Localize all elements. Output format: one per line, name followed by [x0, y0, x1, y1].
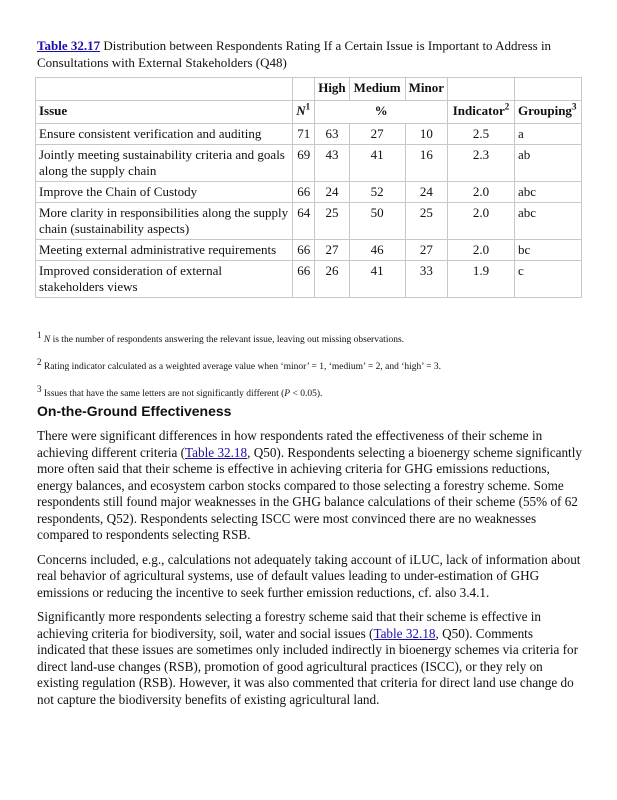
cell-medium: 27 [349, 124, 405, 145]
header-grouping-label: Grouping [517, 103, 572, 118]
cell-high: 63 [315, 124, 349, 145]
header-high: High [315, 78, 349, 101]
paragraph-3-text-a: Significantly more respondents selecting a forestry scheme said that their scheme is effective in achieving criteria for biodiversity, soil, water and social issues ( [37, 609, 542, 641]
cell-minor: 25 [405, 203, 447, 240]
header-issue: Issue [36, 101, 293, 124]
table-footnotes [37, 328, 582, 409]
cell-high: 25 [315, 203, 349, 240]
footnote-3-text-a: Issues that have the same letters are not significantly different ( [43, 389, 285, 400]
cell-indicator: 2.0 [448, 240, 515, 261]
cell-high: 26 [315, 261, 349, 298]
cell-issue: Improve the Chain of Custody [36, 182, 293, 203]
table-label-link[interactable]: Table 32.17 [37, 38, 101, 53]
paragraph-2: Concerns included, e.g., calculations not adequately taking account of iLUC, lack of information about real behavior of agricultural systems, use of default values leading to under-estimation of GHG emissions or reducing the incentive to seek further emission reductions, cf. also 3.4.1. [37, 551, 581, 600]
cell-grouping: bc [514, 240, 581, 261]
table-row [36, 182, 582, 203]
cell-indicator: 2.0 [448, 182, 515, 203]
cell-high: 43 [315, 145, 349, 182]
section-body [37, 428, 582, 716]
table-reference-link[interactable]: Table 32.18 [373, 625, 436, 641]
footnote-1-marker: 1 [37, 330, 42, 340]
cell-n: 66 [293, 182, 315, 203]
cell-issue: Jointly meeting sustainability criteria and goals along the supply chain [36, 145, 293, 182]
table-row [36, 124, 582, 145]
footnote-2 [37, 355, 582, 374]
cell-grouping: c [514, 261, 581, 298]
cell-medium: 41 [349, 145, 405, 182]
cell-indicator: 2.5 [448, 124, 515, 145]
cell-minor: 27 [405, 240, 447, 261]
footnote-1 [37, 328, 582, 347]
cell-medium: 50 [349, 203, 405, 240]
table-header-row [36, 101, 582, 124]
table-row [36, 261, 582, 298]
paragraph-1-text-a: There were significant differences in how respondents rated the effectiveness of their scheme in achieving different criteria ( [37, 428, 543, 460]
cell-minor: 24 [405, 182, 447, 203]
header-empty-n [293, 78, 315, 101]
cell-minor: 16 [405, 145, 447, 182]
table-row [36, 240, 582, 261]
cell-n: 64 [293, 203, 315, 240]
header-percent: % [315, 101, 448, 124]
cell-grouping: abc [514, 203, 581, 240]
header-grouping [514, 101, 581, 124]
cell-n: 66 [293, 261, 315, 298]
cell-minor: 10 [405, 124, 447, 145]
table-row [36, 145, 582, 182]
cell-indicator: 1.9 [448, 261, 515, 298]
header-indicator-label: Indicator [452, 103, 505, 118]
table-reference-link[interactable]: Table 32.18 [185, 444, 248, 460]
section-heading: On-the-Ground Effectiveness [37, 403, 232, 419]
header-empty-issue [36, 78, 293, 101]
footnote-1-var: N [43, 335, 51, 346]
header-n-sup: 1 [305, 101, 311, 112]
cell-minor: 33 [405, 261, 447, 298]
footnote-3-marker: 3 [37, 384, 42, 395]
table-caption [37, 37, 582, 71]
header-n [293, 101, 315, 124]
cell-n: 66 [293, 240, 315, 261]
table-row [36, 203, 582, 240]
footnote-2-text: Rating indicator calculated as a weighted average value when ‘minor’ = 1, ‘medium’ = 2, and ‘high’ = 3. [43, 362, 441, 373]
cell-grouping: abc [514, 182, 581, 203]
cell-n: 69 [293, 145, 315, 182]
cell-medium: 46 [349, 240, 405, 261]
cell-medium: 41 [349, 261, 405, 298]
table-header-row-top [36, 78, 582, 101]
header-indicator [448, 101, 515, 124]
footnote-2-marker: 2 [37, 357, 42, 368]
header-minor: Minor [405, 78, 447, 101]
cell-high: 24 [315, 182, 349, 203]
cell-grouping: a [514, 124, 581, 145]
cell-issue: More clarity in responsibilities along the supply chain (sustainability aspects) [36, 203, 293, 240]
header-indicator-sup: 2 [504, 101, 510, 112]
cell-indicator: 2.0 [448, 203, 515, 240]
cell-issue: Ensure consistent verification and auditing [36, 124, 293, 145]
header-medium: Medium [349, 78, 405, 101]
cell-indicator: 2.3 [448, 145, 515, 182]
caption-text: Distribution between Respondents Rating If a Certain Issue is Important to Address in Consultations with External Stakeholders (Q48) [37, 38, 552, 70]
footnote-1-text: is the number of respondents answering the relevant issue, leaving out missing observations. [50, 335, 405, 346]
cell-medium: 52 [349, 182, 405, 203]
header-empty-indicator [448, 78, 515, 101]
header-grouping-sup: 3 [571, 101, 577, 112]
cell-high: 27 [315, 240, 349, 261]
cell-issue: Improved consideration of external stakeholders views [36, 261, 293, 298]
data-table [35, 77, 582, 298]
cell-n: 71 [293, 124, 315, 145]
paragraph-3-text-b: , Q50). Comments indicated that these issues are sometimes only included indirectly in bioenergy schemes via criteria for direct land-use changes (RSB), promotion of good agricultural practices (ISCC), or they rely on existing regulation (RSB). However, it was also commented that criteria for direct land use change do not capture the biodiversity benefits of existing agricultural land. [37, 625, 579, 707]
footnote-3-text-b: < 0.05). [290, 389, 323, 400]
cell-grouping: ab [514, 145, 581, 182]
footnote-3-var: P [284, 389, 291, 400]
header-n-var: N [296, 103, 306, 118]
paragraph-1-text-b: , Q50). Respondents selecting a bioenergy scheme significantly more often said that their scheme is effective in achieving criteria for GHG emissions reductions, energy balances, and ecosystem carbon stocks compared to those selecting a forestry scheme. Some respondents still found major weaknesses in the GHG balance calculations of their scheme (55% of 62 respondents, Q52). Respondents selecting ISCC were most convinced there are no weaknesses compared to respondents selecting RSB. [37, 444, 582, 542]
header-empty-grouping [514, 78, 581, 101]
footnote-3 [37, 382, 582, 401]
paragraph-1 [37, 428, 582, 544]
paragraph-3 [37, 609, 582, 708]
cell-issue: Meeting external administrative requirements [36, 240, 293, 261]
